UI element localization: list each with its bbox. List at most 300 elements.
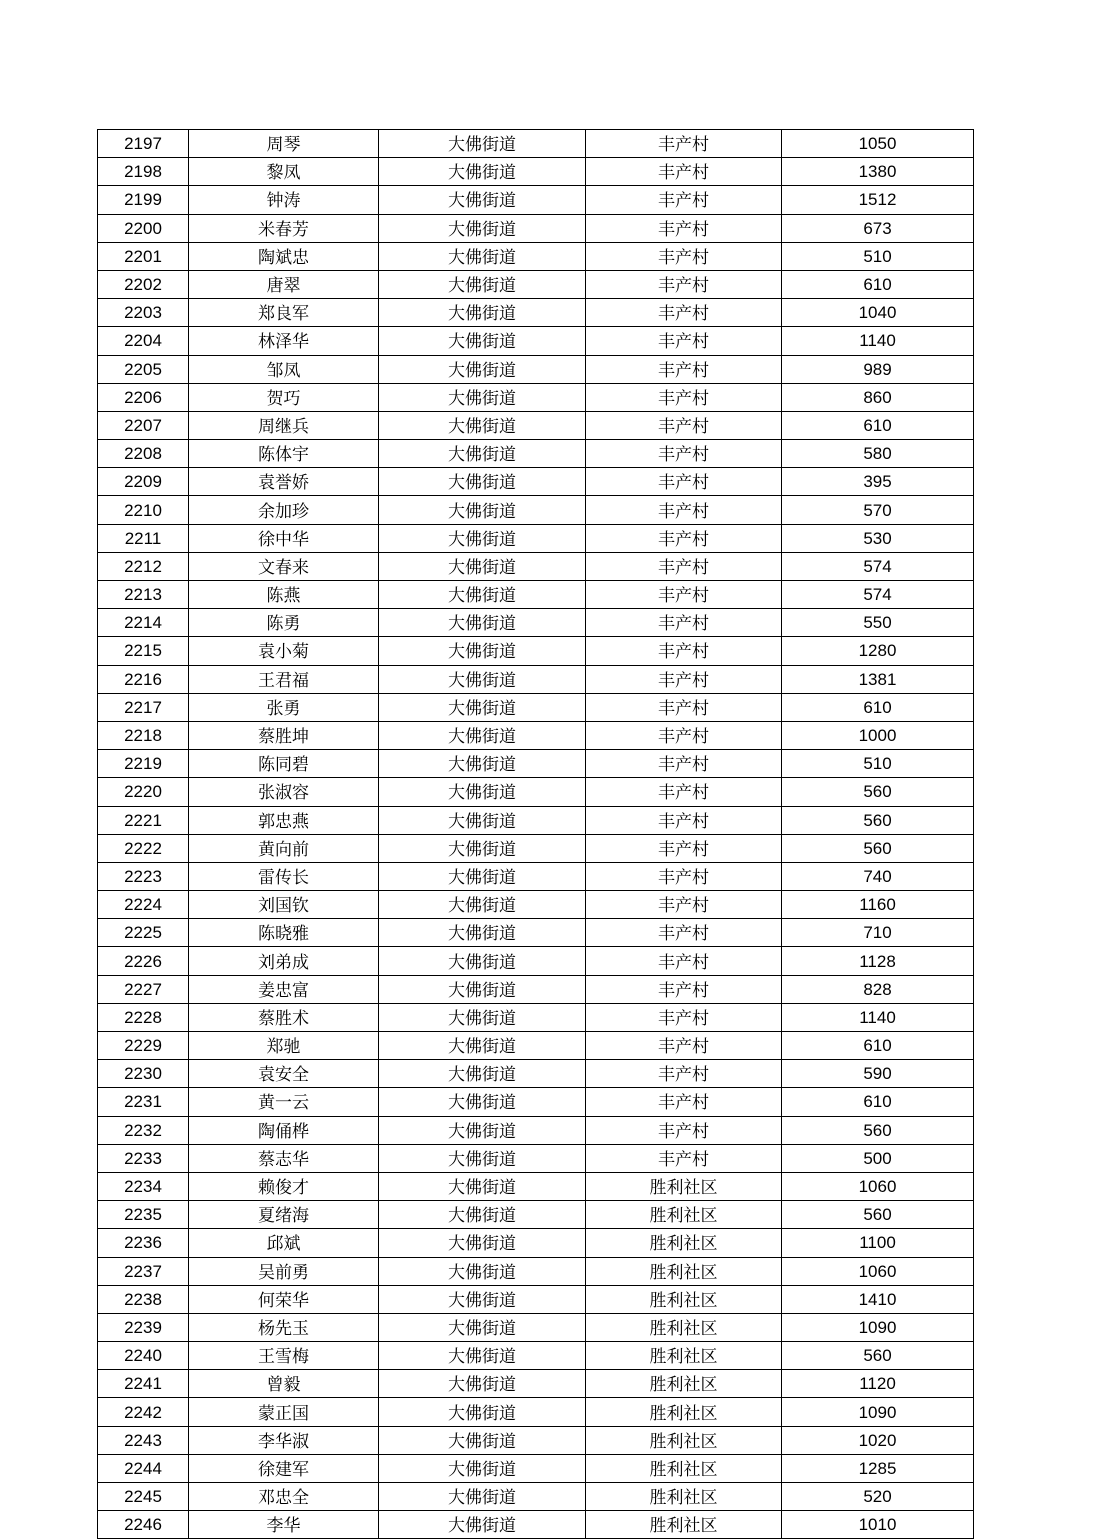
serial-number-cell: 2209 — [98, 468, 189, 496]
name-cell: 陶俑桦 — [189, 1116, 379, 1144]
name-cell: 周琴 — [189, 130, 379, 158]
name-cell: 夏绪海 — [189, 1201, 379, 1229]
community-cell: 丰产村 — [586, 721, 782, 749]
community-cell: 丰产村 — [586, 750, 782, 778]
serial-number-cell: 2197 — [98, 130, 189, 158]
street-cell: 大佛街道 — [379, 1483, 586, 1511]
table-row — [98, 637, 974, 665]
table-row — [98, 1511, 974, 1539]
amount-cell: 1060 — [782, 1257, 974, 1285]
name-cell: 邱斌 — [189, 1229, 379, 1257]
name-cell: 陈勇 — [189, 609, 379, 637]
serial-number-cell: 2232 — [98, 1116, 189, 1144]
name-cell: 邹凤 — [189, 355, 379, 383]
street-cell: 大佛街道 — [379, 919, 586, 947]
serial-number-cell: 2237 — [98, 1257, 189, 1285]
amount-cell: 574 — [782, 552, 974, 580]
serial-number-cell: 2225 — [98, 919, 189, 947]
amount-cell: 560 — [782, 834, 974, 862]
serial-number-cell: 2210 — [98, 496, 189, 524]
community-cell: 丰产村 — [586, 552, 782, 580]
street-cell: 大佛街道 — [379, 552, 586, 580]
name-cell: 陈同碧 — [189, 750, 379, 778]
table-row — [98, 186, 974, 214]
name-cell: 文春来 — [189, 552, 379, 580]
amount-cell: 500 — [782, 1144, 974, 1172]
amount-cell: 1120 — [782, 1370, 974, 1398]
community-cell: 丰产村 — [586, 130, 782, 158]
street-cell: 大佛街道 — [379, 891, 586, 919]
serial-number-cell: 2240 — [98, 1342, 189, 1370]
community-cell: 胜利社区 — [586, 1483, 782, 1511]
table-row — [98, 1060, 974, 1088]
street-cell: 大佛街道 — [379, 1060, 586, 1088]
street-cell: 大佛街道 — [379, 411, 586, 439]
community-cell: 丰产村 — [586, 1032, 782, 1060]
table-row — [98, 1285, 974, 1313]
name-cell: 徐建军 — [189, 1454, 379, 1482]
serial-number-cell: 2215 — [98, 637, 189, 665]
community-cell: 丰产村 — [586, 778, 782, 806]
serial-number-cell: 2222 — [98, 834, 189, 862]
amount-cell: 1010 — [782, 1511, 974, 1539]
name-cell: 徐中华 — [189, 524, 379, 552]
serial-number-cell: 2224 — [98, 891, 189, 919]
serial-number-cell: 2202 — [98, 270, 189, 298]
street-cell: 大佛街道 — [379, 440, 586, 468]
community-cell: 胜利社区 — [586, 1426, 782, 1454]
name-cell: 陶斌忠 — [189, 242, 379, 270]
table-row — [98, 862, 974, 890]
name-cell: 赖俊才 — [189, 1172, 379, 1200]
name-cell: 蒙正国 — [189, 1398, 379, 1426]
street-cell: 大佛街道 — [379, 1370, 586, 1398]
serial-number-cell: 2233 — [98, 1144, 189, 1172]
street-cell: 大佛街道 — [379, 242, 586, 270]
amount-cell: 560 — [782, 806, 974, 834]
amount-cell: 1160 — [782, 891, 974, 919]
amount-cell: 1050 — [782, 130, 974, 158]
table-row — [98, 919, 974, 947]
table-row — [98, 524, 974, 552]
table-row — [98, 552, 974, 580]
street-cell: 大佛街道 — [379, 270, 586, 298]
amount-cell: 1140 — [782, 1003, 974, 1031]
serial-number-cell: 2200 — [98, 214, 189, 242]
amount-cell: 1040 — [782, 299, 974, 327]
table-row — [98, 1398, 974, 1426]
serial-number-cell: 2204 — [98, 327, 189, 355]
community-cell: 丰产村 — [586, 665, 782, 693]
amount-cell: 828 — [782, 975, 974, 1003]
street-cell: 大佛街道 — [379, 1285, 586, 1313]
name-cell: 雷传长 — [189, 862, 379, 890]
table-row — [98, 383, 974, 411]
community-cell: 丰产村 — [586, 1060, 782, 1088]
serial-number-cell: 2214 — [98, 609, 189, 637]
name-cell: 米春芳 — [189, 214, 379, 242]
community-cell: 丰产村 — [586, 214, 782, 242]
serial-number-cell: 2203 — [98, 299, 189, 327]
name-cell: 杨先玉 — [189, 1313, 379, 1341]
street-cell: 大佛街道 — [379, 1454, 586, 1482]
street-cell: 大佛街道 — [379, 693, 586, 721]
table-row — [98, 1257, 974, 1285]
street-cell: 大佛街道 — [379, 186, 586, 214]
table-row — [98, 581, 974, 609]
serial-number-cell: 2205 — [98, 355, 189, 383]
name-cell: 袁小菊 — [189, 637, 379, 665]
name-cell: 蔡胜术 — [189, 1003, 379, 1031]
amount-cell: 510 — [782, 242, 974, 270]
name-cell: 张淑容 — [189, 778, 379, 806]
name-cell: 陈晓雅 — [189, 919, 379, 947]
street-cell: 大佛街道 — [379, 327, 586, 355]
amount-cell: 989 — [782, 355, 974, 383]
table-row — [98, 975, 974, 1003]
community-cell: 丰产村 — [586, 327, 782, 355]
community-cell: 胜利社区 — [586, 1229, 782, 1257]
serial-number-cell: 2244 — [98, 1454, 189, 1482]
community-cell: 胜利社区 — [586, 1370, 782, 1398]
serial-number-cell: 2221 — [98, 806, 189, 834]
table-row — [98, 1088, 974, 1116]
table-row — [98, 609, 974, 637]
street-cell: 大佛街道 — [379, 665, 586, 693]
name-cell: 陈燕 — [189, 581, 379, 609]
community-cell: 丰产村 — [586, 496, 782, 524]
table-row — [98, 1483, 974, 1511]
street-cell: 大佛街道 — [379, 1398, 586, 1426]
name-cell: 袁誉娇 — [189, 468, 379, 496]
serial-number-cell: 2229 — [98, 1032, 189, 1060]
name-cell: 吴前勇 — [189, 1257, 379, 1285]
amount-cell: 1280 — [782, 637, 974, 665]
amount-cell: 1128 — [782, 947, 974, 975]
name-cell: 陈体宇 — [189, 440, 379, 468]
serial-number-cell: 2220 — [98, 778, 189, 806]
name-cell: 余加珍 — [189, 496, 379, 524]
street-cell: 大佛街道 — [379, 1313, 586, 1341]
amount-cell: 395 — [782, 468, 974, 496]
serial-number-cell: 2228 — [98, 1003, 189, 1031]
street-cell: 大佛街道 — [379, 1032, 586, 1060]
community-cell: 丰产村 — [586, 834, 782, 862]
street-cell: 大佛街道 — [379, 496, 586, 524]
serial-number-cell: 2201 — [98, 242, 189, 270]
table-row — [98, 327, 974, 355]
table-row — [98, 270, 974, 298]
community-cell: 丰产村 — [586, 440, 782, 468]
serial-number-cell: 2227 — [98, 975, 189, 1003]
community-cell: 丰产村 — [586, 524, 782, 552]
serial-number-cell: 2206 — [98, 383, 189, 411]
street-cell: 大佛街道 — [379, 637, 586, 665]
street-cell: 大佛街道 — [379, 299, 586, 327]
serial-number-cell: 2198 — [98, 158, 189, 186]
community-cell: 胜利社区 — [586, 1454, 782, 1482]
community-cell: 丰产村 — [586, 1144, 782, 1172]
amount-cell: 1140 — [782, 327, 974, 355]
street-cell: 大佛街道 — [379, 1172, 586, 1200]
community-cell: 丰产村 — [586, 581, 782, 609]
amount-cell: 710 — [782, 919, 974, 947]
table-row — [98, 1313, 974, 1341]
street-cell: 大佛街道 — [379, 1426, 586, 1454]
serial-number-cell: 2236 — [98, 1229, 189, 1257]
community-cell: 丰产村 — [586, 862, 782, 890]
table-row — [98, 1032, 974, 1060]
table-row — [98, 1144, 974, 1172]
table-row — [98, 1172, 974, 1200]
table-row — [98, 1342, 974, 1370]
community-cell: 丰产村 — [586, 411, 782, 439]
street-cell: 大佛街道 — [379, 1116, 586, 1144]
table-row — [98, 778, 974, 806]
name-cell: 李华淑 — [189, 1426, 379, 1454]
amount-cell: 1512 — [782, 186, 974, 214]
amount-cell: 610 — [782, 693, 974, 721]
table-row — [98, 1370, 974, 1398]
community-cell: 胜利社区 — [586, 1172, 782, 1200]
amount-cell: 520 — [782, 1483, 974, 1511]
name-cell: 蔡志华 — [189, 1144, 379, 1172]
table-row — [98, 665, 974, 693]
street-cell: 大佛街道 — [379, 158, 586, 186]
amount-cell: 530 — [782, 524, 974, 552]
serial-number-cell: 2219 — [98, 750, 189, 778]
name-cell: 姜忠富 — [189, 975, 379, 1003]
serial-number-cell: 2226 — [98, 947, 189, 975]
serial-number-cell: 2235 — [98, 1201, 189, 1229]
street-cell: 大佛街道 — [379, 1229, 586, 1257]
community-cell: 丰产村 — [586, 186, 782, 214]
street-cell: 大佛街道 — [379, 1088, 586, 1116]
amount-cell: 860 — [782, 383, 974, 411]
table-row — [98, 891, 974, 919]
name-cell: 曾毅 — [189, 1370, 379, 1398]
amount-cell: 1380 — [782, 158, 974, 186]
street-cell: 大佛街道 — [379, 1342, 586, 1370]
name-cell: 郑良军 — [189, 299, 379, 327]
community-cell: 丰产村 — [586, 355, 782, 383]
table-row — [98, 721, 974, 749]
name-cell: 何荣华 — [189, 1285, 379, 1313]
name-cell: 唐翠 — [189, 270, 379, 298]
community-cell: 丰产村 — [586, 1003, 782, 1031]
community-cell: 丰产村 — [586, 270, 782, 298]
community-cell: 丰产村 — [586, 919, 782, 947]
serial-number-cell: 2230 — [98, 1060, 189, 1088]
street-cell: 大佛街道 — [379, 834, 586, 862]
table-row — [98, 158, 974, 186]
table-row — [98, 750, 974, 778]
table-row — [98, 1201, 974, 1229]
serial-number-cell: 2211 — [98, 524, 189, 552]
community-cell: 丰产村 — [586, 891, 782, 919]
amount-cell: 1285 — [782, 1454, 974, 1482]
table-row — [98, 947, 974, 975]
street-cell: 大佛街道 — [379, 1201, 586, 1229]
table-row — [98, 242, 974, 270]
amount-cell: 1381 — [782, 665, 974, 693]
amount-cell: 610 — [782, 1088, 974, 1116]
amount-cell: 1100 — [782, 1229, 974, 1257]
table-row — [98, 806, 974, 834]
amount-cell: 560 — [782, 1201, 974, 1229]
table-row — [98, 1454, 974, 1482]
serial-number-cell: 2245 — [98, 1483, 189, 1511]
name-cell: 蔡胜坤 — [189, 721, 379, 749]
community-cell: 胜利社区 — [586, 1313, 782, 1341]
table-body — [98, 130, 974, 1539]
name-cell: 王雪梅 — [189, 1342, 379, 1370]
community-cell: 丰产村 — [586, 158, 782, 186]
name-cell: 林泽华 — [189, 327, 379, 355]
serial-number-cell: 2218 — [98, 721, 189, 749]
community-cell: 丰产村 — [586, 1116, 782, 1144]
name-cell: 刘弟成 — [189, 947, 379, 975]
amount-cell: 1090 — [782, 1398, 974, 1426]
table-row — [98, 130, 974, 158]
amount-cell: 610 — [782, 411, 974, 439]
name-cell: 贺巧 — [189, 383, 379, 411]
community-cell: 丰产村 — [586, 806, 782, 834]
community-cell: 胜利社区 — [586, 1511, 782, 1539]
serial-number-cell: 2223 — [98, 862, 189, 890]
community-cell: 丰产村 — [586, 975, 782, 1003]
table-row — [98, 440, 974, 468]
table-row — [98, 834, 974, 862]
street-cell: 大佛街道 — [379, 947, 586, 975]
street-cell: 大佛街道 — [379, 1511, 586, 1539]
name-cell: 郭忠燕 — [189, 806, 379, 834]
name-cell: 袁安全 — [189, 1060, 379, 1088]
community-cell: 丰产村 — [586, 1088, 782, 1116]
table-row — [98, 693, 974, 721]
name-cell: 钟涛 — [189, 186, 379, 214]
amount-cell: 1410 — [782, 1285, 974, 1313]
serial-number-cell: 2241 — [98, 1370, 189, 1398]
name-cell: 刘国钦 — [189, 891, 379, 919]
street-cell: 大佛街道 — [379, 130, 586, 158]
name-cell: 郑驰 — [189, 1032, 379, 1060]
community-cell: 胜利社区 — [586, 1257, 782, 1285]
street-cell: 大佛街道 — [379, 468, 586, 496]
name-cell: 王君福 — [189, 665, 379, 693]
name-cell: 李华 — [189, 1511, 379, 1539]
community-cell: 胜利社区 — [586, 1398, 782, 1426]
serial-number-cell: 2199 — [98, 186, 189, 214]
serial-number-cell: 2216 — [98, 665, 189, 693]
serial-number-cell: 2207 — [98, 411, 189, 439]
serial-number-cell: 2239 — [98, 1313, 189, 1341]
amount-cell: 570 — [782, 496, 974, 524]
street-cell: 大佛街道 — [379, 778, 586, 806]
amount-cell: 1090 — [782, 1313, 974, 1341]
amount-cell: 580 — [782, 440, 974, 468]
amount-cell: 560 — [782, 778, 974, 806]
amount-cell: 610 — [782, 1032, 974, 1060]
table-row — [98, 411, 974, 439]
street-cell: 大佛街道 — [379, 355, 586, 383]
name-cell: 黎凤 — [189, 158, 379, 186]
table-row — [98, 468, 974, 496]
table-row — [98, 496, 974, 524]
name-cell: 张勇 — [189, 693, 379, 721]
amount-cell: 574 — [782, 581, 974, 609]
serial-number-cell: 2242 — [98, 1398, 189, 1426]
serial-number-cell: 2234 — [98, 1172, 189, 1200]
name-cell: 黄向前 — [189, 834, 379, 862]
street-cell: 大佛街道 — [379, 1257, 586, 1285]
table-row — [98, 1426, 974, 1454]
street-cell: 大佛街道 — [379, 862, 586, 890]
street-cell: 大佛街道 — [379, 581, 586, 609]
community-cell: 胜利社区 — [586, 1201, 782, 1229]
community-cell: 丰产村 — [586, 242, 782, 270]
community-cell: 丰产村 — [586, 947, 782, 975]
community-cell: 丰产村 — [586, 299, 782, 327]
amount-cell: 1060 — [782, 1172, 974, 1200]
table-row — [98, 299, 974, 327]
serial-number-cell: 2212 — [98, 552, 189, 580]
data-table — [97, 129, 974, 1539]
serial-number-cell: 2217 — [98, 693, 189, 721]
table-row — [98, 1003, 974, 1031]
community-cell: 丰产村 — [586, 609, 782, 637]
amount-cell: 673 — [782, 214, 974, 242]
name-cell: 周继兵 — [189, 411, 379, 439]
amount-cell: 1020 — [782, 1426, 974, 1454]
community-cell: 丰产村 — [586, 383, 782, 411]
amount-cell: 560 — [782, 1116, 974, 1144]
serial-number-cell: 2238 — [98, 1285, 189, 1313]
street-cell: 大佛街道 — [379, 721, 586, 749]
street-cell: 大佛街道 — [379, 806, 586, 834]
table-row — [98, 214, 974, 242]
amount-cell: 510 — [782, 750, 974, 778]
serial-number-cell: 2208 — [98, 440, 189, 468]
street-cell: 大佛街道 — [379, 975, 586, 1003]
community-cell: 胜利社区 — [586, 1342, 782, 1370]
name-cell: 邓忠全 — [189, 1483, 379, 1511]
serial-number-cell: 2231 — [98, 1088, 189, 1116]
amount-cell: 550 — [782, 609, 974, 637]
street-cell: 大佛街道 — [379, 383, 586, 411]
table-row — [98, 1229, 974, 1257]
amount-cell: 740 — [782, 862, 974, 890]
table-row — [98, 355, 974, 383]
amount-cell: 1000 — [782, 721, 974, 749]
name-cell: 黄一云 — [189, 1088, 379, 1116]
serial-number-cell: 2213 — [98, 581, 189, 609]
street-cell: 大佛街道 — [379, 1003, 586, 1031]
street-cell: 大佛街道 — [379, 214, 586, 242]
community-cell: 丰产村 — [586, 693, 782, 721]
serial-number-cell: 2246 — [98, 1511, 189, 1539]
community-cell: 丰产村 — [586, 468, 782, 496]
community-cell: 胜利社区 — [586, 1285, 782, 1313]
street-cell: 大佛街道 — [379, 1144, 586, 1172]
community-cell: 丰产村 — [586, 637, 782, 665]
street-cell: 大佛街道 — [379, 750, 586, 778]
amount-cell: 590 — [782, 1060, 974, 1088]
serial-number-cell: 2243 — [98, 1426, 189, 1454]
street-cell: 大佛街道 — [379, 609, 586, 637]
amount-cell: 610 — [782, 270, 974, 298]
table-row — [98, 1116, 974, 1144]
